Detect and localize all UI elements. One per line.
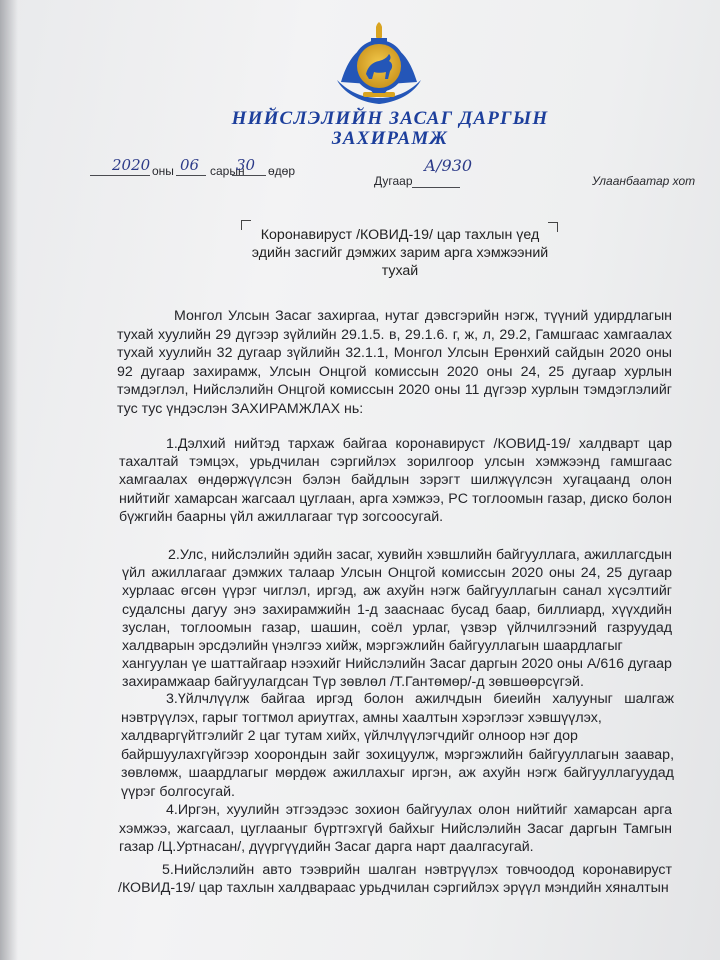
paragraph-line: үйл ажиллагааг дэмжих талаар Улсын Онцгой комиссын 2020 оны 24, 25 дугаар (122, 565, 672, 582)
paragraph-line: халдварын эрсдэлийн үнэлгээ хийж, мэргэжлийн байгууллагын шаардлагыг (122, 638, 623, 654)
paragraph-line: тухай хуулийн 29 дүгээр зүйлийн 29.1.5. в, 29.1.6. г, ж, л, 29.2, Гамшгаас хамгаалах (117, 326, 672, 343)
paragraph-line: үүрэг болгосугай. (121, 783, 235, 800)
date-number-line (0, 158, 720, 186)
subject-line-1: Коронавируст /КОВИД-19/ цар тахлын үед (260, 227, 540, 243)
paragraph-line: зуслан, тоглоомын газар, шашин, соёл урлаг, үзвэр үйлчилгээний газруудад (122, 619, 673, 636)
paragraph-line: тахалтай тэмцэх, урьдчилан сэргийлэх зорилгоор улсын хэмжээнд гамшгаас (119, 454, 673, 471)
paragraph-line: /КОВИД-19/ цар тахлын халдвараас урьдчилан сэргийлэх эрүүл мэндийн хяналтын (118, 880, 669, 896)
year-suffix: оны (152, 164, 174, 178)
document-title-line-1: НИЙСЛЭЛИЙН ЗАСАГ ДАРГЫН (231, 108, 549, 129)
paragraph-line: газар /Ц.Уртнасан/, дүүргүүдийн Засаг дарга нарт даалгасугай. (119, 839, 534, 855)
document-title-line-2: ЗАХИРАМЖ (331, 128, 449, 149)
paragraph-line: тэмдэглэл, Нийслэлийн Онцгой комиссын 2020 оны 11 дүгээр хурлын тэмдэглэлийг (117, 382, 672, 399)
subject-line-2: эдийн засгийг дэмжих зарим арга хэмжээний (251, 245, 549, 261)
paragraph-line: нэвтрүүлэх, гарыг тогтмол ариутгах, амны хаалтын хэрэглээг хэвшүүлэх, (121, 709, 602, 726)
paragraph-line: 4.Иргэн, хуулийн этгээдээс зохион байгуулах олон нийтийг хамарсан арга (166, 802, 672, 818)
subject-heading (230, 226, 570, 280)
paragraph-line: 2.Улс, нийслэлийн эдийн засаг, хувийн хэвшлийн байгууллага, ажиллагсдын (168, 547, 672, 563)
number-value: А/930 (424, 156, 473, 175)
month-value: 06 (180, 156, 200, 174)
city-name: Улаанбаатар хот (592, 174, 696, 188)
day-value: 30 (236, 156, 256, 174)
paragraph-line: хэмжээ, жагсаал, цуглааныг бүртгэхгүй байхыг Нийслэлийн Засаг даргын Тамгын (119, 820, 672, 837)
paragraph-line: тус тус үндэслэн ЗАХИРАМЖЛАХ нь: (117, 401, 364, 417)
month-suffix: сарын (210, 164, 245, 178)
paragraph-line: 3.Үйлчлүүлж байгаа иргэд болон ажилчдын биеийн халууныг шалгаж (166, 691, 674, 707)
paragraph-line: бүжгийн баарны үйл ажиллагааг түр зогсоосугай. (119, 508, 444, 525)
paragraph-line: зөвлөмж, шаардлагыг мөрдөж ажиллахыг иргэн, аж ахуйн нэгж байгууллагуудад (121, 765, 674, 781)
subject-line-3: тухай (381, 263, 419, 279)
paragraph-line: хурлаас өгсөн үүрэг чиглэл, иргэд, аж ахуйн нэгж байгууллагын санал хүсэлтийг (122, 583, 672, 600)
number-label: Дугаар (374, 174, 413, 188)
paragraph-line: тухай хуулийн 32 дугаар зүйлийн 32.1.1, Монгол Улсын Ерөнхий сайдын 2020 оны (117, 345, 672, 362)
paragraph-line: байршуулахгүйгээр хоорондын зайг зохицуулж, мэргэжлийн байгууллагын заавар, (121, 746, 675, 763)
paragraph-line: халдваргүйтгэлийг 2 цаг тутам хийх, үйлчлүүлэгчдийг олноор нэг дор (121, 728, 578, 744)
paragraph-line: хамгаалах өндөржүүлсэн бэлэн байдлын зэрэгт шилжүүлсэн хугацаанд олон (119, 472, 673, 489)
year-value: 2020 (112, 156, 151, 174)
paragraph-line: 92 дугаар захирамж, Улсын Онцгой комиссын 2020 оны 24, 25 дугаар хурлын (117, 363, 673, 380)
paragraph-line: судалсны дагуу энэ захирамжийн 1-д зааснаас бусад баар, биллиард, хүүхдийн (122, 601, 673, 618)
paragraph-line: 5.Нийслэлийн авто тээврийн шалган нэвтрүүлэх товчоодод коронавируст (162, 862, 672, 878)
paragraph-line: Монгол Улсын Засаг захиргаа, нутаг дэвсгэрийн нэгж, түүний удирдлагын (174, 308, 673, 324)
day-suffix: өдөр (268, 164, 296, 178)
state-emblem-of-mongolia-icon (333, 22, 425, 108)
paragraph-line: нийтийг хамарсан жагсаал цуглаан, арга хэмжээ, PC тоглоомын газар, диско болон (119, 490, 672, 507)
paragraph-line: захирамжаар байгуулагдсан Түр зөвлөл /Т.Гантөмөр/-д зөвшөөрсүгэй. (122, 674, 584, 691)
paragraph-line: 1.Дэлхий нийтэд тархаж байгаа коронавируст /КОВИД-19/ халдварт цар (166, 436, 673, 452)
paragraph-line: хангуулан үе шаттайгаар нээхийг Нийслэлийн Засаг даргын 2020 оны А/616 дугаар (122, 656, 672, 673)
